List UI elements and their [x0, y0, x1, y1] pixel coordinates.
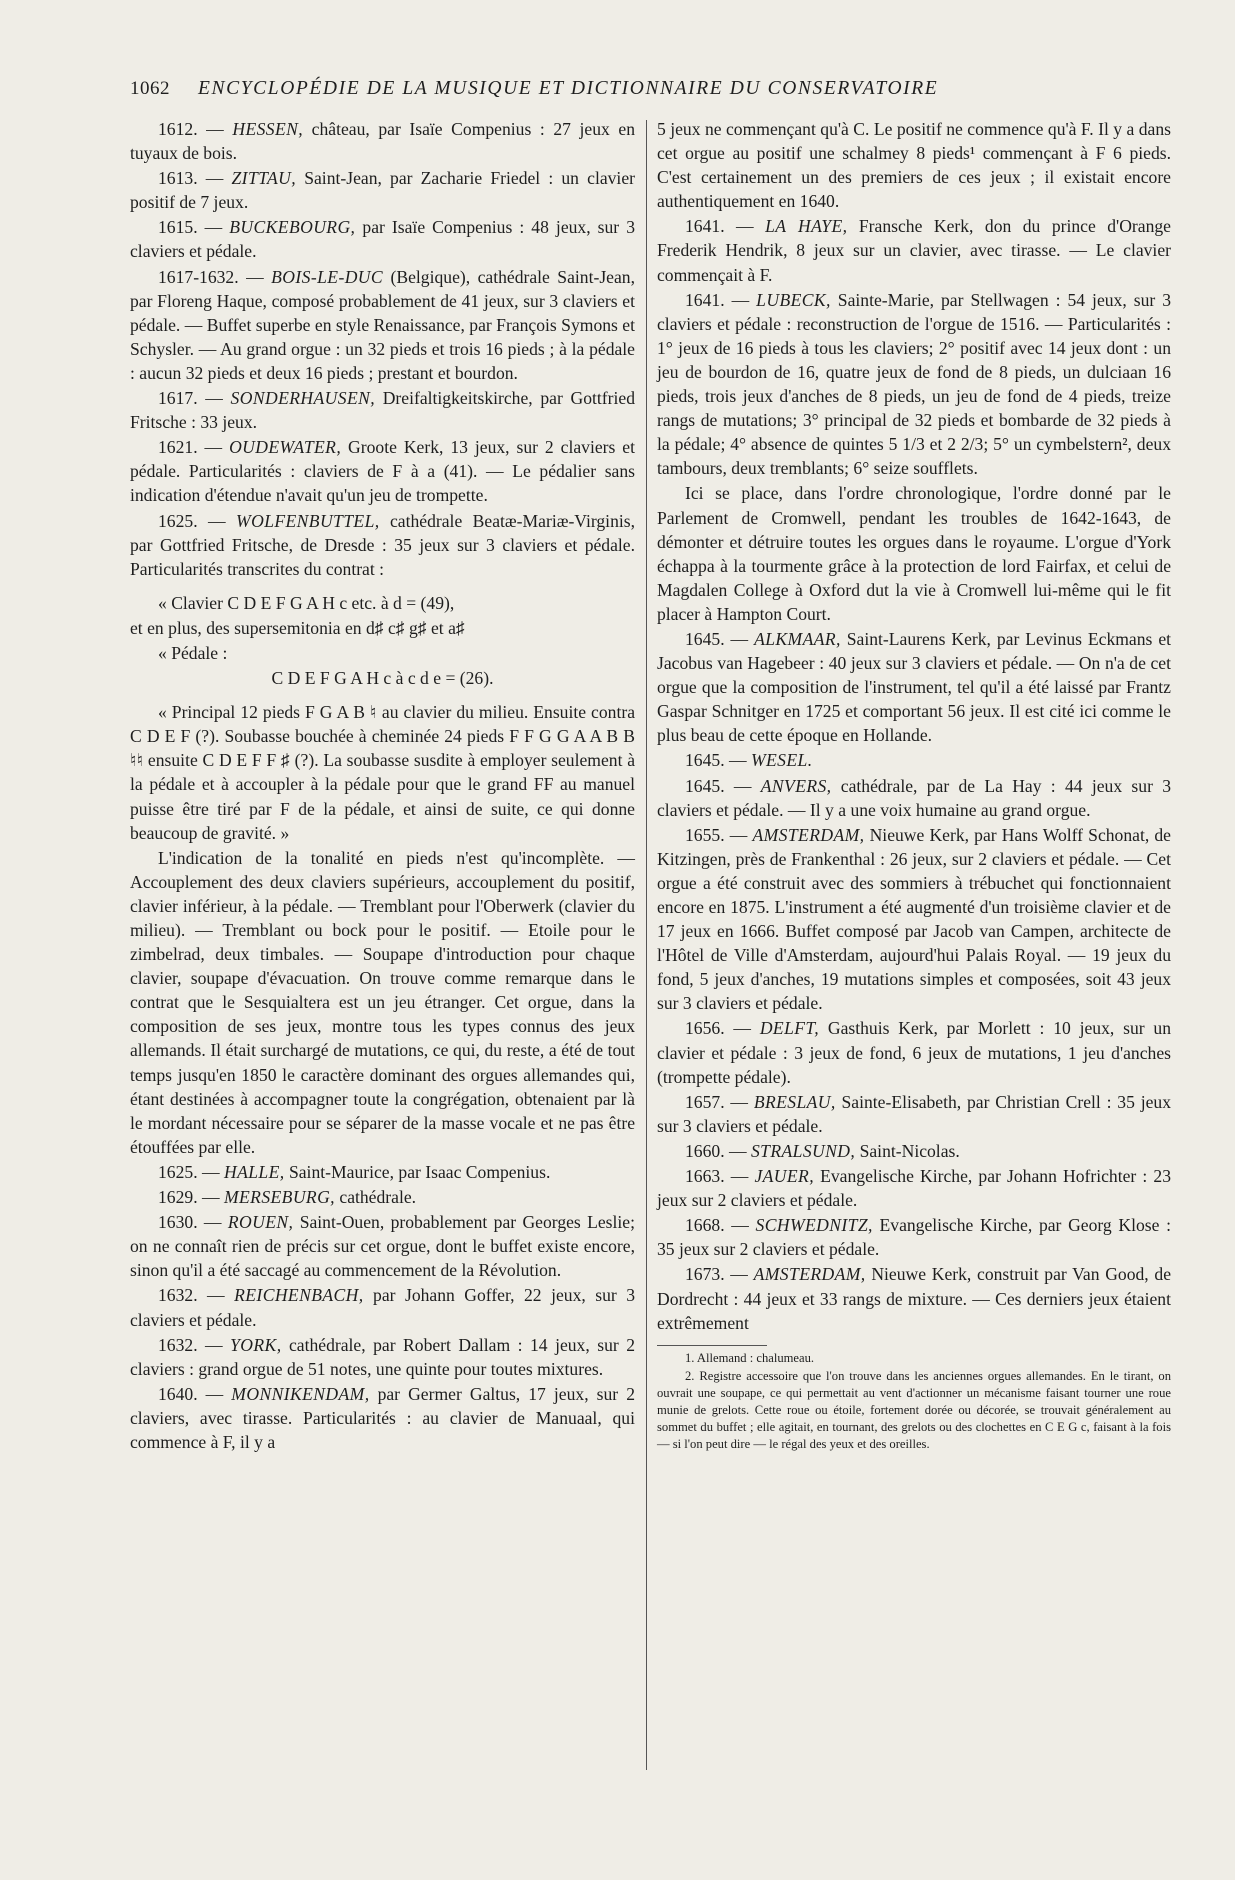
entry-reichenbach: 1632. — REICHENBACH, par Johann Goffer, 22 jeux, sur 3 claviers et pédale.: [130, 1285, 636, 1330]
entry-delft: 1656. — DELFT, Gasthuis Kerk, par Morlett : 10 jeux, sur un clavier et pédale : 3 jeux de fond, 6 jeux de mutations, 1 jeu d'anches (trompette pédale).: [657, 1018, 1171, 1087]
cromwell-paragraph: Ici se place, dans l'ordre chronologique, l'ordre donné par le Parlement de Cromwell, pendant les troubles de 1642-1643, de démonter et détruire toutes les orgues dans le royaume. L'orgue d'York échappa à la tourmente grâce à la protection de lord Fairfax, et celui de Magdalen College à Oxford dut la vie à Cromwell lui-même qui le fit placer à Hampton Court.: [657, 483, 1171, 624]
entry-sonderhausen: 1617. — SONDERHAUSEN, Dreifaltigkeitskirche, par Gottfried Fritsche : 33 jeux.: [130, 388, 635, 433]
entry-buckebourg: 1615. — BUCKEBOURG, par Isaïe Compenius : 48 jeux, sur 3 claviers et pédale.: [130, 217, 635, 262]
page-header: [130, 78, 1120, 100]
page-number: 1062: [130, 78, 170, 99]
footnotes: [657, 1350, 1171, 1453]
pedale-range: C D E F G A H c à c d e = (26).: [271, 668, 494, 689]
entry-breslau: 1657. — BRESLAU, Sainte-Elisabeth, par Christian Crell : 35 jeux sur 3 claviers et pédale.: [657, 1091, 1171, 1136]
entry-anvers: 1645. — ANVERS, cathédrale, par de La Hay : 44 jeux sur 3 claviers et pédale. — Il y a une voix humaine au grand orgue.: [657, 775, 1172, 820]
entry-jauer: 1663. — JAUER, Evangelische Kirche, par Johann Hofrichter : 23 jeux sur 2 claviers et pédale.: [657, 1166, 1171, 1211]
entry-york: 1632. — YORK, cathédrale, par Robert Dallam : 14 jeux, sur 2 claviers : grand orgue de 51 notes, une quinte pour toutes mixtures.: [130, 1334, 635, 1379]
keyboard-range-block: [130, 591, 635, 690]
pedale-label: « Pédale :: [158, 642, 228, 663]
monnikendam-continuation: 5 jeux ne commençant qu'à C. Le positif ne commence qu'à F. Il y a dans cet orgue au positif une schalmey 8 pieds¹ commençant à F 6 pieds. C'est certainement un des premiers de ces jeux ; il existait encore authentiquement en 1640.: [657, 119, 1171, 212]
supersemitonia-line: et en plus, des supersemitonia en d♯ c♯ g♯ et a♯: [130, 617, 465, 638]
entry-halle: 1625. — HALLE, Saint-Maurice, par Isaac Compenius.: [158, 1161, 551, 1182]
footnote-2: 2. Registre accessoire que l'on trouve dans les anciennes orgues allemandes. En le tirant, on ouvrait une soupape, ce qui permettait au vent d'actionner un mécanisme faisant tourner une roue munie de grelots. Cette roue ou étoile, fortement dorée ou décorée, se trouvait généralement au sommet du buffet ; elle agitait, en tournant, des grelots ou des clochettes en C E G c, faisant à la fois — si l'on peut dire — le régal des yeux et des oreilles.: [657, 1368, 1171, 1451]
entry-hessen: 1612. — HESSEN, château, par Isaïe Compenius : 27 jeux en tuyaux de bois.: [130, 119, 636, 164]
entry-la-haye: 1641. — LA HAYE, Fransche Kerk, don du prince d'Orange Frederik Hendrik, 8 jeux sur un clavier, avec tirasse. — Le clavier commençait à F.: [657, 216, 1171, 285]
contract-quote: « Principal 12 pieds F G A B ♮ au clavier du milieu. Ensuite contra C D E F (?). Soubasse bouchée à cheminée 24 pieds F F G G A A B B ♮♮ ensuite C D E F F ♯ (?). La soubasse susdite à employer seulement à la pédale et à accoupler à la pédale pour que le grand FF au manuel puisse être tiré par F de la pédale, et ainsi de suite, ce qui donne beaucoup de gravité. »: [130, 702, 635, 843]
entry-zittau: 1613. — ZITTAU, Saint-Jean, par Zacharie Friedel : un clavier positif de 7 jeux.: [130, 168, 635, 213]
entry-oudewater: 1621. — OUDEWATER, Groote Kerk, 13 jeux, sur 2 claviers et pédale. Particularités : claviers de F à a (41). — Le pédalier sans indication d'étendue n'avait qu'un jeu de trompette.: [130, 437, 635, 506]
right-column: [657, 117, 1171, 1454]
left-column: [130, 117, 635, 1455]
entry-alkmaar: 1645. — ALKMAAR, Saint-Laurens Kerk, par Levinus Eckmans et Jacobus van Hagebeer : 40 jeux sur 3 claviers et pédale. — On n'a de cet orgue que la composition de l'instrument, tel qu'il a été laissé par Frantz Gaspar Schnitger en 1725 et comportant 56 jeux. Il est cité ici comme le plus beau de cette époque en Hollande.: [657, 628, 1172, 746]
entry-bois-le-duc: 1617-1632. — BOIS-LE-DUC (Belgique), cathédrale Saint-Jean, par Floreng Haque, composé probablement de 41 jeux, sur 3 claviers et pédale. — Buffet superbe en style Renaissance, par François Symons et Schysler. — Au grand orgue : un 32 pieds et trois 16 pieds ; à la pédale : aucun 32 pieds et deux 16 pieds ; prestant et bourdon.: [130, 266, 635, 383]
entry-stralsund: 1660. — STRALSUND, Saint-Nicolas.: [685, 1140, 960, 1161]
wolfenbuttel-commentary: L'indication de la tonalité en pieds n'est qu'incomplète. — Accouplement des deux claviers supérieurs, accouplement du positif, clavier inférieur, à la pédale. — Tremblant pour l'Oberwerk (clavier du milieu). — Tremblant ou bock pour le positif. — Etoile pour le zimbelrad, deux timbales. — Soupape d'introduction pour chaque clavier, soupape d'évacuation. On trouve comme remarque dans le contrat que le Sesquialtera est un jeu étranger. Cet orgue, dans la composition de ses jeux, montre tous les types connus des jeux allemands. Il était surchargé de mutations, ce qui, du reste, a été de tout temps jusqu'en 1850 le caractère dominant des orgues allemandes qui, étant destinées à accompagner toute la congrégation, obtenaient par là le mordant nécessaire pour se séparer de la masse vocale et ne pas être étouffées par elle.: [130, 847, 635, 1157]
entry-monnikendam: 1640. — MONNIKENDAM, par Germer Galtus, 17 jeux, sur 2 claviers, avec tirasse. Particularités : au clavier de Manuaal, qui commence à F, il y a: [130, 1383, 635, 1452]
footnote-1: 1. Allemand : chalumeau.: [685, 1350, 815, 1365]
column-divider: [646, 120, 647, 1770]
entry-amsterdam-1673: 1673. — AMSTERDAM, Nieuwe Kerk, construit par Van Good, de Dordrecht : 44 jeux et 33 rangs de mixture. — Ces derniers jeux étaient extrêmement: [657, 1264, 1172, 1333]
entry-wolfenbuttel: 1625. — WOLFENBUTTEL, cathédrale Beatæ-Mariæ-Virginis, par Gottfried Fritsche, de Dresde : 35 jeux sur 3 claviers et pédale. Particularités transcrites du contrat :: [130, 510, 635, 579]
entry-merseburg: 1629. — MERSEBURG, cathédrale.: [158, 1187, 417, 1208]
entry-rouen: 1630. — ROUEN, Saint-Ouen, probablement par Georges Leslie; on ne connaît rien de précis sur cet orgue, dont le buffet existe encore, sinon qu'il a été saccagé au commencement de la Révolution.: [130, 1212, 635, 1281]
entry-amsterdam-1655: 1655. — AMSTERDAM, Nieuwe Kerk, par Hans Wolff Schonat, de Kitzingen, près de Frankenthal : 26 jeux, sur 2 claviers et pédale. — Cet orgue a été construit avec des sommiers à trébuchet qui fonctionnaient encore en 1875. L'instrument a été augmenté d'un troisième clavier et de 17 jeux en 1666. Buffet composé par Jacob van Campen, architecte de l'Hôtel de Ville d'Amsterdam, aujourd'hui Palais Royal. — 19 jeux du fond, 5 jeux d'anches, 19 mutations simples et composées, soit 43 jeux sur 3 claviers et pédale.: [657, 824, 1171, 1014]
entry-wesel: 1645. — WESEL.: [685, 750, 813, 771]
entry-schwednitz: 1668. — SCHWEDNITZ, Evangelische Kirche, par Georg Klose : 35 jeux sur 2 claviers et pédale.: [657, 1215, 1172, 1260]
clavier-range: « Clavier C D E F G A H c etc. à d = (49),: [158, 592, 455, 613]
running-title: ENCYCLOPÉDIE DE LA MUSIQUE ET DICTIONNAIRE DU CONSERVATOIRE: [198, 78, 939, 99]
entry-lubeck: 1641. — LUBECK, Sainte-Marie, par Stellwagen : 54 jeux, sur 3 claviers et pédale : reconstruction de l'orgue de 1516. — Particularités : 1° jeux de 16 pieds à tous les claviers; 2° positif avec 14 jeux dont : un jeu de bourdon de 16, quatre jeux de fond de 8 pieds, un dulciaan 16 pieds, trois jeux d'anches de 8 pieds, un jeu de fond de 4 pieds, treize rangs de mutations; 3° principal de 32 pieds et bombarde de 32 pieds à la pédale; 4° absence de quintes 5 1/3 et 2 2/3; 5° un cymbelstern², deux tambours, deux tremblants; 6° seize soufflets.: [657, 289, 1172, 479]
